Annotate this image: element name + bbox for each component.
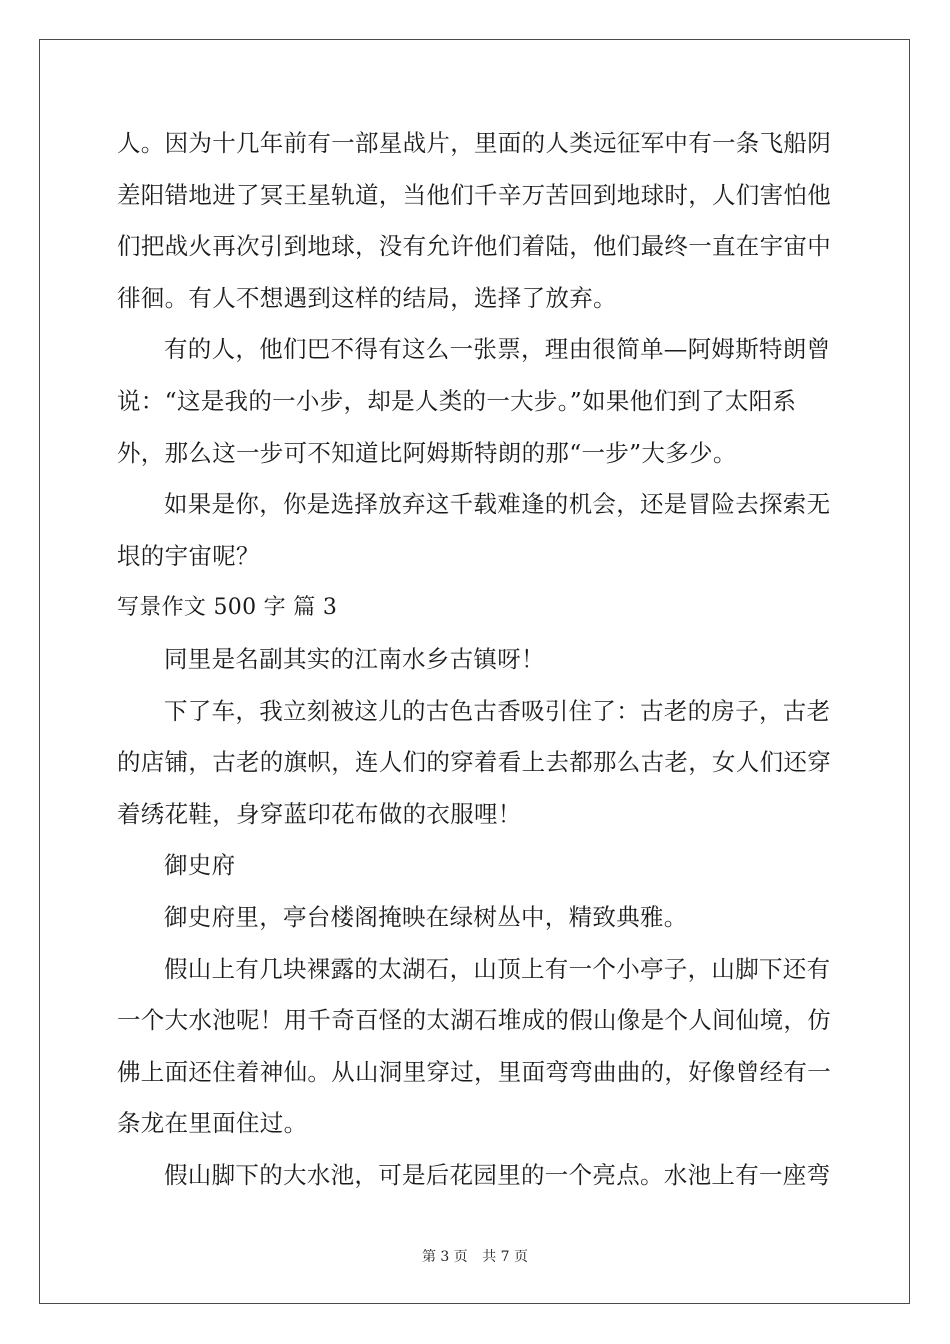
subheading-line: 御史府 bbox=[164, 851, 236, 880]
paragraph-start-line: 下了车，我立刻被这儿的古色古香吸引住了：古老的房子，古老 bbox=[164, 696, 831, 725]
paragraph-start-line: 假山脚下的大水池，可是后花园里的一个亮点。水池上有一座弯 bbox=[164, 1160, 831, 1189]
paragraph-start-line: 如果是你，你是选择放弃这千载难逢的机会，还是冒险去探索无 bbox=[164, 490, 831, 519]
text-line: 的店铺，古老的旗帜，连人们的穿着看上去都那么古老，女人们还穿 bbox=[117, 748, 831, 777]
text-line: 条龙在里面住过。 bbox=[117, 1109, 308, 1138]
paragraph-start-line: 假山上有几块裸露的太湖石，山顶上有一个小亭子，山脚下还有 bbox=[164, 954, 831, 983]
text-line: 外，那么这一步可不知道比阿姆斯特朗的那“一步”大多少。 bbox=[117, 438, 737, 467]
total-pages: 共 7 页 bbox=[482, 1249, 529, 1265]
page-footer bbox=[0, 1246, 950, 1266]
text-line: 说：“这是我的一小步，却是人类的一大步。”如果他们到了太阳系 bbox=[117, 386, 797, 415]
text-line: 差阳错地进了冥王星轨道，当他们千辛万苦回到地球时，人们害怕他 bbox=[117, 180, 831, 209]
text-line: 人。因为十几年前有一部星战片，里面的人类远征军中有一条飞船阴 bbox=[117, 129, 831, 157]
text-line: 佛上面还住着神仙。从山洞里穿过，里面弯弯曲曲的，好像曾经有一 bbox=[117, 1057, 831, 1086]
paragraph-start-line: 同里是名副其实的江南水乡古镇呀！ bbox=[164, 644, 545, 673]
section-heading: 写景作文 500 字 篇 3 bbox=[117, 595, 338, 621]
text-line: 着绣花鞋，身穿蓝印花布做的衣服哩！ bbox=[117, 799, 522, 828]
text-line: 们把战火再次引到地球，没有允许他们着陆，他们最终一直在宇宙中 bbox=[117, 232, 831, 261]
text-line: 一个大水池呢！用千奇百怪的太湖石堆成的假山像是个人间仙境，仿 bbox=[117, 1006, 831, 1035]
paragraph-start-line: 有的人，他们巴不得有这么一张票，理由很简单—阿姆斯特朗曾 bbox=[164, 335, 831, 364]
paragraph-start-line: 御史府里，亭台楼阁掩映在绿树丛中，精致典雅。 bbox=[164, 902, 688, 931]
text-line: 垠的宇宙呢？ bbox=[117, 541, 260, 570]
text-line: 徘徊。有人不想遇到这样的结局，选择了放弃。 bbox=[117, 283, 617, 312]
document-body bbox=[117, 118, 833, 1201]
page-number: 第 3 页 bbox=[421, 1249, 468, 1265]
